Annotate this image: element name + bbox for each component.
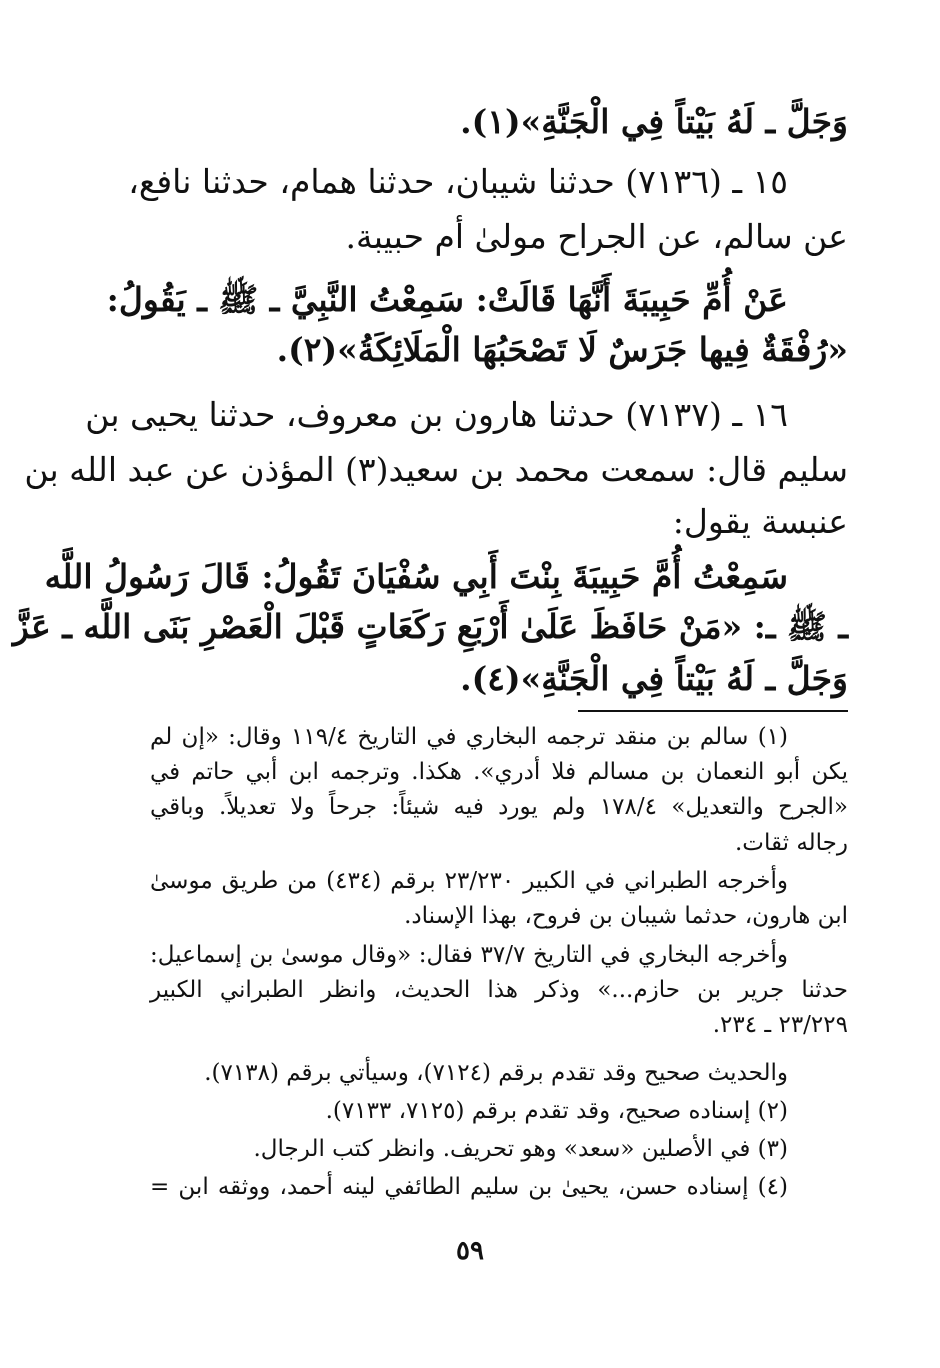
footnote-line-12: (٣) في الأصلين «سعد» وهو تحريف. وانظر كتب الرجال. (253, 1136, 788, 1162)
footnote-line-11: (٢) إسناده صحيح، وقد تقدم برقم (٧١٢٥، ٧١٣٣). (325, 1098, 788, 1124)
main-line-10: ـ ﷺ ـ: «مَنْ حَافَظَ عَلَىٰ أَرْبَعِ رَكَعَاتٍ قَبْلَ الْعَصْرِ بَنَى اللَّه ـ عَزَّ (12, 607, 848, 646)
main-line-2: ١٥ ـ (٧١٣٦) حدثنا شيبان، حدثنا همام، حدثنا نافع، (128, 162, 788, 201)
footnote-line-1: (١) سالم بن منقد ترجمه البخاري في التاريخ ١١٩/٤ وقال: «إن لم (150, 724, 789, 750)
main-line-8: عنبسة يقول: (672, 502, 848, 541)
footnote-line-6: ابن هارون، حدثما شيبان بن فروح، بهذا الإسناد. (404, 903, 848, 929)
main-line-7: سليم قال: سمعت محمد بن سعيد(٣) المؤذن عن عبد الله بن (24, 450, 848, 489)
footnote-line-3: «الجرح والتعديل» ١٧٨/٤ ولم يورد فيه شيئاً: جرحاً ولا تعديلاً. وباقي (150, 794, 848, 820)
footnote-line-10: والحديث صحيح وقد تقدم برقم (٧١٢٤)، وسيأتي برقم (٧١٣٨). (204, 1060, 788, 1086)
footnote-line-5: وأخرجه الطبراني في الكبير ٢٣/٢٣٠ برقم (٤٣٤) من طريق موسىٰ (150, 868, 788, 894)
footnote-line-4: رجاله ثقات. (735, 830, 848, 856)
footnote-line-2: يكن أبو النعمان بن مسالم فلا أدري». هكذا. وترجمه ابن أبي حاتم في (150, 759, 848, 785)
footnote-line-13: (٤) إسناده حسن، يحيىٰ بن سليم الطائفي لينه أحمد، ووثقه ابن = (150, 1174, 788, 1200)
footnote-line-9: ٢٣/٢٢٩ ـ ٢٣٤. (712, 1012, 848, 1038)
main-line-1: وَجَلَّ ـ لَهُ بَيْتاً فِي الْجَنَّةِ»(١). (460, 102, 848, 141)
main-line-5: «رُفْقَةٌ فِيها جَرَسٌ لَا تَصْحَبُهَا الْمَلَائِكَةُ»(٢). (276, 330, 848, 369)
footnote-line-8: حدثنا جرير بن حازم...» وذكر هذا الحديث، وانظر الطبراني الكبير (150, 977, 848, 1003)
footnote-separator (578, 710, 848, 712)
main-line-11: وَجَلَّ ـ لَهُ بَيْتاً فِي الْجَنَّةِ»(٤). (460, 659, 848, 698)
main-line-3: عن سالم، عن الجراح مولىٰ أم حبيبة. (345, 217, 848, 256)
page-number: ٥٩ (456, 1236, 484, 1266)
main-line-4: عَنْ أُمِّ حَبِيبَةَ أَنَّهَا قَالَتْ: سَمِعْتُ النَّبِيَّ ـ ﷺ ـ يَقُولُ: (106, 280, 788, 319)
main-line-9: سَمِعْتُ أُمَّ حَبِيبَةَ بِنْتَ أَبِي سُفْيَانَ تَقُولُ: قَالَ رَسُولُ اللَّه (44, 557, 788, 596)
main-line-6: ١٦ ـ (٧١٣٧) حدثنا هارون بن معروف، حدثنا يحيى بن (85, 395, 788, 434)
footnote-line-7: وأخرجه البخاري في التاريخ ٣٧/٧ فقال: «وقال موسىٰ بن إسماعيل: (150, 942, 788, 968)
